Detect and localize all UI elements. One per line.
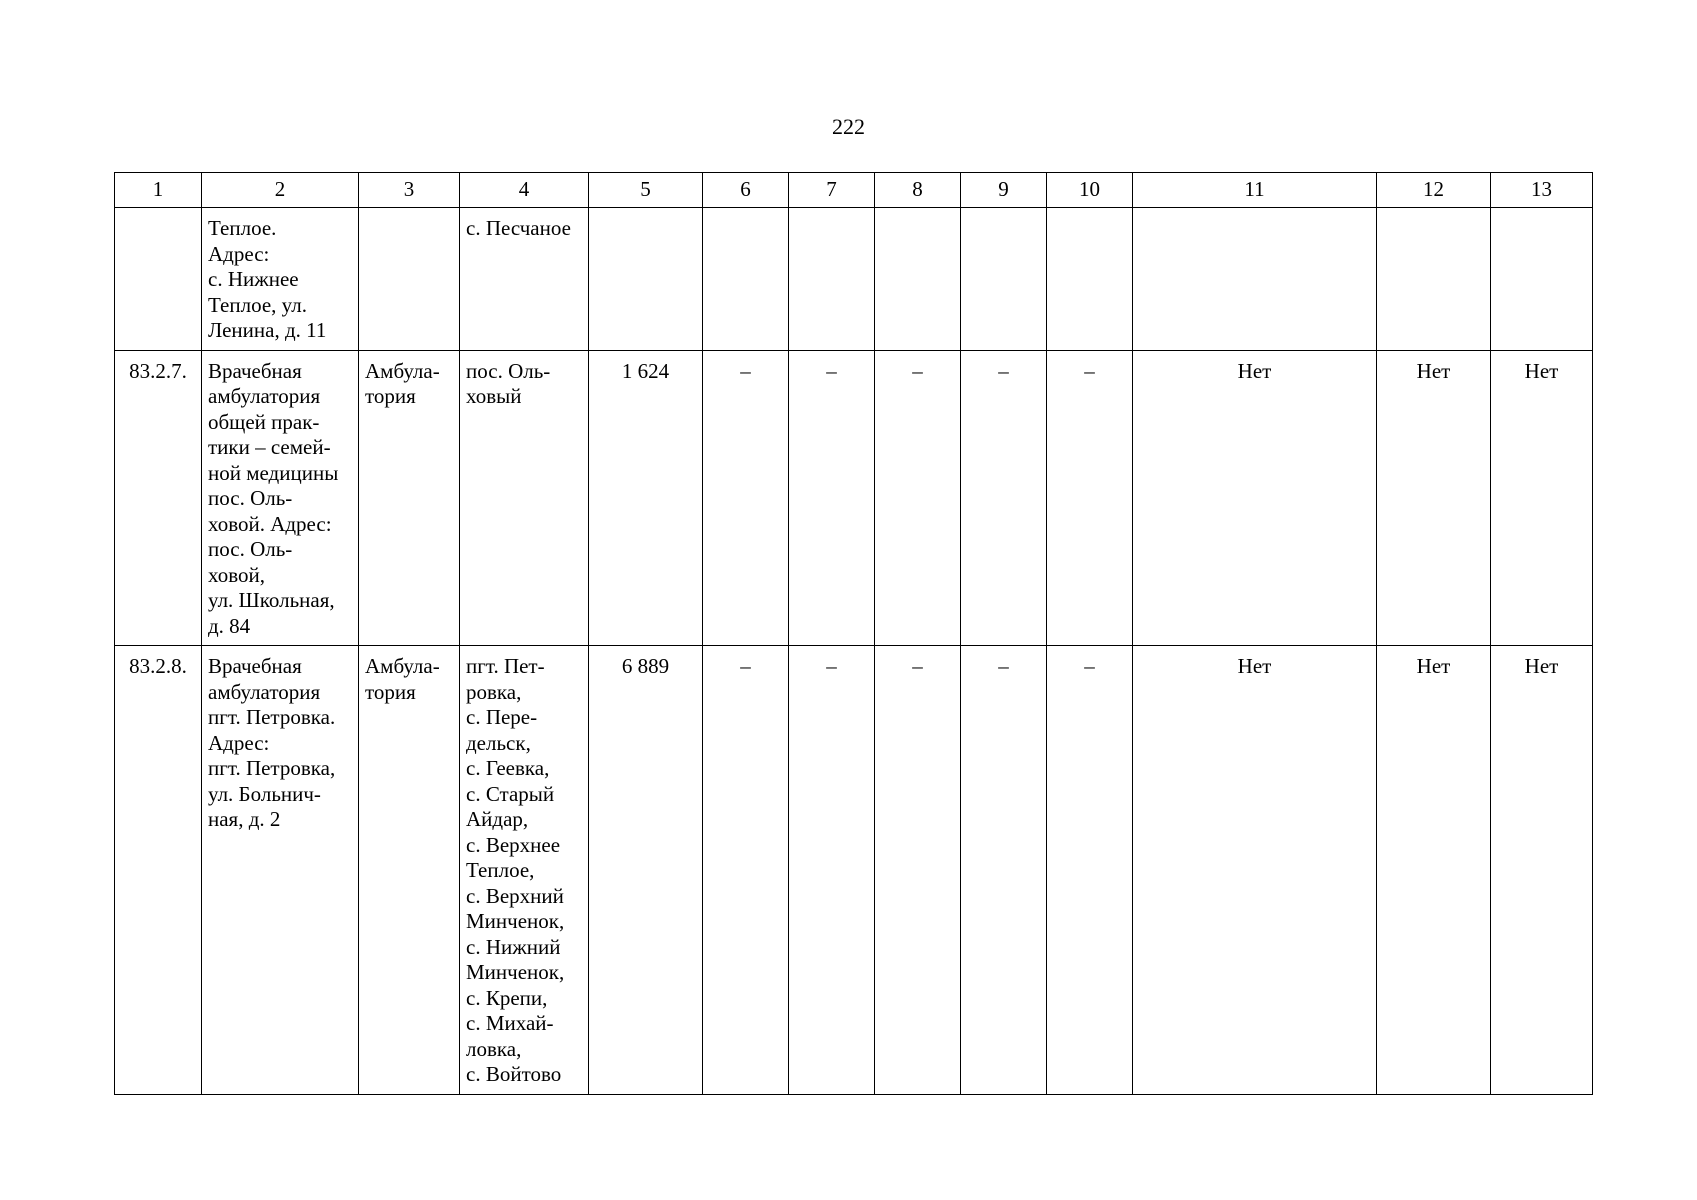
- table-cell-col-11: [1133, 350, 1377, 646]
- cell-text-line: 83.2.8.: [129, 654, 187, 678]
- cell-text-line: с. Геевка,: [466, 756, 550, 780]
- cell-text-line: Минченок,: [466, 909, 565, 933]
- col-header-6: 6: [703, 173, 789, 208]
- cell-text-line: ной медицины: [208, 460, 339, 485]
- col-header-8: 8: [875, 173, 961, 208]
- cell-text-line: общей прак-: [208, 409, 320, 434]
- cell-text-line: амбулатория: [208, 679, 321, 704]
- cell-text-line: с. Верхнее: [466, 832, 561, 857]
- table-cell-col-3: [359, 646, 460, 1095]
- cell-text-line: с. Песчаное: [466, 216, 571, 240]
- table-cell-col-8: [875, 350, 961, 646]
- table-cell-col-7: [789, 208, 875, 351]
- cell-text-line: 83.2.7.: [129, 358, 187, 383]
- header-row: [115, 173, 1593, 208]
- table-cell-col-12: [1377, 646, 1491, 1095]
- document-table: [114, 172, 1593, 1095]
- cell-text-line: с. Старый: [466, 781, 555, 806]
- cell-text-line: Нет: [1237, 358, 1272, 383]
- cell-text-line: –: [826, 654, 837, 678]
- col-header-10: 10: [1047, 173, 1133, 208]
- cell-text-line: Амбула-: [365, 358, 440, 383]
- cell-text-line: пгт. Петровка,: [208, 756, 336, 780]
- cell-text-line: с. Нижнее: [208, 267, 299, 291]
- col-header-9: 9: [961, 173, 1047, 208]
- cell-text-line: ловка,: [466, 1036, 522, 1061]
- table-body: [115, 208, 1593, 1095]
- cell-text-line: –: [912, 654, 923, 678]
- cell-text-line: Адрес:: [208, 730, 270, 755]
- cell-text-line: Нет: [1524, 654, 1559, 678]
- cell-text-line: Ленина, д. 11: [208, 318, 327, 342]
- cell-text-line: ровка,: [466, 679, 522, 704]
- table-row: [115, 350, 1593, 646]
- cell-text-line: пос. Оль-: [208, 537, 293, 561]
- table-cell-col-13: [1491, 208, 1593, 351]
- cell-text-line: –: [1084, 358, 1095, 383]
- cell-text-line: 6 889: [621, 654, 670, 678]
- table-cell-col-11: [1133, 208, 1377, 351]
- table-cell-col-10: [1047, 208, 1133, 351]
- cell-text-line: ховой. Адрес:: [208, 511, 332, 536]
- cell-text-line: Теплое,: [466, 858, 535, 882]
- cell-text-line: тория: [365, 384, 416, 408]
- cell-text-line: пос. Оль-: [208, 486, 293, 510]
- cell-text-line: дельск,: [466, 730, 531, 755]
- cell-text-line: ховый: [466, 384, 522, 408]
- table-cell-col-4: [460, 350, 589, 646]
- cell-text-line: ул. Школьная,: [208, 588, 335, 612]
- cell-text-line: пгт. Пет-: [466, 654, 545, 678]
- cell-text-line: Нет: [1524, 358, 1559, 383]
- cell-text-line: –: [998, 654, 1009, 678]
- table-cell-col-5: [589, 208, 703, 351]
- cell-text-line: тория: [365, 679, 416, 704]
- cell-text-line: Врачебная: [208, 358, 302, 383]
- col-header-1: 1: [115, 173, 202, 208]
- table-cell-col-9: [961, 208, 1047, 351]
- cell-text-line: Врачебная: [208, 654, 302, 678]
- table-cell-col-5: [589, 350, 703, 646]
- col-header-11: 11: [1133, 173, 1377, 208]
- table-cell-col-11: [1133, 646, 1377, 1095]
- table-cell-col-2: [202, 350, 359, 646]
- cell-text-line: –: [740, 358, 751, 383]
- cell-text-line: с. Войтово: [466, 1062, 562, 1086]
- cell-text-line: Нет: [1416, 654, 1451, 678]
- cell-text-line: Нет: [1237, 654, 1272, 678]
- table-cell-col-1: [115, 208, 202, 351]
- cell-text-line: 1 624: [621, 358, 670, 383]
- cell-text-line: с. Крепи,: [466, 985, 548, 1010]
- table-cell-col-9: [961, 646, 1047, 1095]
- col-header-13: 13: [1491, 173, 1593, 208]
- table-cell-col-8: [875, 646, 961, 1095]
- table-cell-col-3: [359, 350, 460, 646]
- cell-text-line: Адрес:: [208, 241, 270, 266]
- cell-text-line: ул. Больнич-: [208, 781, 321, 806]
- table-cell-col-6: [703, 350, 789, 646]
- col-header-5: 5: [589, 173, 703, 208]
- page-number: 222: [832, 114, 865, 139]
- table-row: [115, 646, 1593, 1095]
- cell-text-line: д. 84: [208, 613, 251, 638]
- table-cell-col-13: [1491, 350, 1593, 646]
- table-cell-col-5: [589, 646, 703, 1095]
- table-cell-col-1: [115, 350, 202, 646]
- table-cell-col-8: [875, 208, 961, 351]
- cell-text-line: тики – семей-: [208, 435, 331, 459]
- table-cell-col-1: [115, 646, 202, 1095]
- table-cell-col-2: [202, 646, 359, 1095]
- cell-text-line: –: [826, 358, 837, 383]
- col-header-4: 4: [460, 173, 589, 208]
- table-cell-col-2: [202, 208, 359, 351]
- table-cell-col-13: [1491, 646, 1593, 1095]
- cell-text-line: Нет: [1416, 358, 1451, 383]
- cell-text-line: с. Нижний: [466, 934, 561, 959]
- cell-text-line: с. Пере-: [466, 705, 538, 729]
- table-cell-col-12: [1377, 350, 1491, 646]
- cell-text-line: пос. Оль-: [466, 358, 551, 383]
- cell-text-line: Минченок,: [466, 960, 565, 984]
- cell-text-line: Теплое.: [208, 216, 277, 240]
- cell-text-line: амбулатория: [208, 384, 321, 408]
- cell-text-line: с. Верхний: [466, 883, 564, 908]
- table-cell-col-4: [460, 208, 589, 351]
- table-cell-col-10: [1047, 350, 1133, 646]
- table-cell-col-12: [1377, 208, 1491, 351]
- col-header-7: 7: [789, 173, 875, 208]
- cell-text-line: Теплое, ул.: [208, 292, 307, 317]
- cell-text-line: Айдар,: [466, 807, 529, 831]
- cell-text-line: ховой,: [208, 562, 265, 587]
- table-cell-col-10: [1047, 646, 1133, 1095]
- table-row: [115, 208, 1593, 351]
- cell-text-line: –: [912, 358, 923, 383]
- col-header-3: 3: [359, 173, 460, 208]
- cell-text-line: –: [998, 358, 1009, 383]
- cell-text-line: с. Михай-: [466, 1011, 554, 1035]
- cell-text-line: –: [1084, 654, 1095, 678]
- col-header-2: 2: [202, 173, 359, 208]
- table-cell-col-7: [789, 350, 875, 646]
- table-cell-col-4: [460, 646, 589, 1095]
- table-cell-col-9: [961, 350, 1047, 646]
- cell-text-line: ная, д. 2: [208, 807, 281, 831]
- table-cell-col-6: [703, 646, 789, 1095]
- col-header-12: 12: [1377, 173, 1491, 208]
- table-cell-col-7: [789, 646, 875, 1095]
- table-cell-col-3: [359, 208, 460, 351]
- cell-text-line: Амбула-: [365, 654, 440, 678]
- cell-text-line: –: [740, 654, 751, 678]
- cell-text-line: пгт. Петровка.: [208, 705, 336, 729]
- table-cell-col-6: [703, 208, 789, 351]
